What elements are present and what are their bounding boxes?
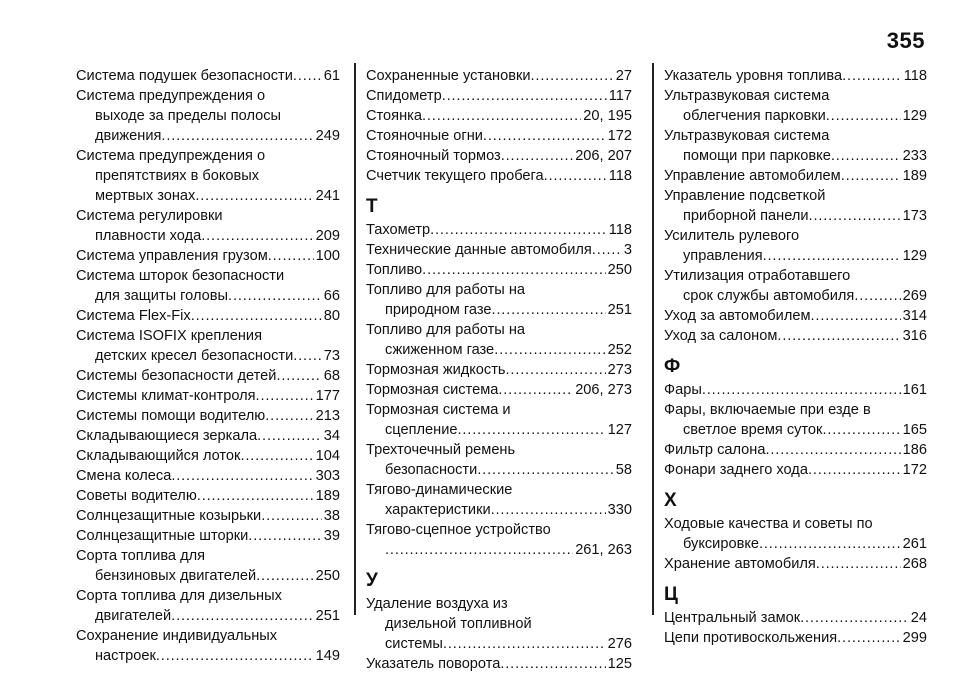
index-entry-text: Фары, включаемые при езде в: [664, 402, 871, 418]
leader-dots: [422, 260, 605, 280]
index-entry-text: Счетчик текущего пробега: [366, 168, 544, 184]
index-entry-text: Солнцезащитные шторки: [76, 528, 249, 544]
index-entry[interactable]: [76, 446, 340, 466]
index-entry-text: Сорта топлива для: [76, 548, 206, 564]
leader-dots: [171, 466, 313, 486]
index-page-ref[interactable]: 80: [323, 308, 340, 324]
index-entry-text: Топливо для работы на: [366, 282, 525, 298]
index-entry-text: Тягово-динамические: [366, 482, 513, 498]
index-entry-text: Утилизация отработавшего: [664, 268, 851, 284]
index-entry-text: системы: [385, 636, 443, 652]
index-entry[interactable]: [76, 426, 340, 446]
leader-dots: [477, 460, 614, 480]
index-entry[interactable]: [76, 366, 340, 386]
index-page-ref[interactable]: 251: [315, 608, 340, 624]
index-entry-text: бензиновых двигателей: [95, 568, 257, 584]
index-entry-text: Трехточечный ремень: [366, 442, 516, 458]
index-page-ref[interactable]: 173: [902, 208, 927, 224]
index-page-ref[interactable]: 117: [608, 88, 632, 104]
index-entry-text: сжиженном газе: [385, 342, 495, 358]
leader-dots: [261, 506, 322, 526]
index-page-ref[interactable]: 303: [315, 468, 340, 484]
index-entry-text: выходе за пределы полосы: [95, 108, 282, 124]
index-entry-text: Система управления грузом: [76, 248, 268, 264]
index-page-ref[interactable]: 39: [323, 528, 340, 544]
index-entry[interactable]: [76, 406, 340, 426]
index-page-ref[interactable]: 61: [323, 68, 340, 84]
index-entry-text: Технические данные автомобиля: [366, 242, 592, 258]
index-entry-text: управления: [683, 248, 763, 264]
index-entry[interactable]: [366, 66, 632, 86]
index-entry[interactable]: [366, 166, 632, 186]
leader-dots: [191, 306, 322, 326]
index-letter-heading: У: [366, 570, 378, 591]
leader-dots: [430, 220, 607, 240]
index-page-ref[interactable]: 269: [902, 288, 927, 304]
leader-dots: [822, 420, 900, 440]
leader-dots: [256, 566, 314, 586]
index-entry[interactable]: [664, 554, 927, 574]
leader-dots: [811, 306, 901, 326]
index-entry[interactable]: [366, 106, 632, 126]
leader-dots: [765, 440, 900, 460]
index-page-ref[interactable]: 172: [902, 462, 927, 478]
leader-dots: [842, 66, 902, 86]
index-entry-text: Уход за автомобилем: [664, 308, 811, 324]
index-entry[interactable]: [366, 380, 632, 400]
leader-dots: [161, 126, 313, 146]
index-entry-text: Системы помощи водителю: [76, 408, 266, 424]
leader-dots: [702, 380, 901, 400]
leader-dots: [500, 654, 605, 674]
index-entry[interactable]: [366, 654, 632, 674]
index-entry-text: Указатель уровня топлива: [664, 68, 843, 84]
index-entry-text: Смена колеса: [76, 468, 172, 484]
leader-dots: [506, 360, 606, 380]
index-entry-text: плавности хода: [95, 228, 202, 244]
leader-dots: [800, 608, 909, 628]
index-page-ref[interactable]: 186: [902, 442, 927, 458]
index-entry[interactable]: [76, 86, 340, 146]
index-entry[interactable]: [76, 506, 340, 526]
index-entry[interactable]: [76, 326, 340, 366]
leader-dots: [268, 246, 314, 266]
index-entry-text: Управление подсветкой: [664, 188, 826, 204]
index-page-ref[interactable]: 66: [323, 288, 340, 304]
index-entry-text: светлое время суток: [683, 422, 823, 438]
leader-dots: [491, 300, 605, 320]
index-entry-text: сцепление: [385, 422, 458, 438]
leader-dots: [777, 326, 900, 346]
index-entry[interactable]: [664, 460, 927, 480]
index-entry[interactable]: [664, 86, 927, 126]
leader-dots: [276, 366, 321, 386]
index-page-ref[interactable]: 118: [608, 222, 632, 238]
leader-dots: [491, 500, 606, 520]
index-entry[interactable]: [76, 486, 340, 506]
leader-dots: [854, 286, 900, 306]
index-entry[interactable]: [366, 360, 632, 380]
index-entry[interactable]: [664, 400, 927, 440]
index-page-ref[interactable]: 3: [623, 242, 632, 258]
index-entry[interactable]: [76, 206, 340, 246]
index-page-ref[interactable]: 206, 207: [575, 148, 632, 164]
index-page-ref[interactable]: 118: [903, 68, 927, 84]
leader-dots: [837, 628, 901, 648]
leader-dots: [531, 66, 614, 86]
index-entry[interactable]: [664, 266, 927, 306]
column-divider: [652, 63, 654, 615]
index-entry-text: Управление автомобилем: [664, 168, 841, 184]
index-page-ref[interactable]: 34: [323, 428, 340, 444]
index-entry[interactable]: [664, 326, 927, 346]
index-entry-text: Система шторок безопасности: [76, 268, 285, 284]
leader-dots: [385, 540, 573, 560]
index-entry-text: Система ISOFIX крепления: [76, 328, 262, 344]
index-page-ref[interactable]: 250: [315, 568, 340, 584]
leader-dots: [257, 426, 322, 446]
index-entry[interactable]: [366, 440, 632, 480]
leader-dots: [171, 606, 313, 626]
index-entry-text: Сохранение индивидуальных: [76, 628, 278, 644]
leader-dots: [293, 66, 322, 86]
index-entry[interactable]: [366, 240, 632, 260]
index-entry[interactable]: [76, 626, 340, 666]
leader-dots: [763, 246, 901, 266]
index-page-ref[interactable]: 58: [615, 462, 632, 478]
page-number: 355: [886, 28, 925, 53]
leader-dots: [228, 286, 322, 306]
index-entry-text: Ультразвуковая система: [664, 88, 830, 104]
index-page-ref[interactable]: 24: [910, 610, 927, 626]
leader-dots: [248, 526, 321, 546]
index-entry-text: Система подушек безопасности: [76, 68, 293, 84]
index-page-ref[interactable]: 273: [607, 362, 632, 378]
index-page-ref[interactable]: 149: [315, 648, 340, 664]
index-entry-text: настроек: [95, 648, 156, 664]
index-entry[interactable]: [76, 66, 340, 86]
index-page-ref[interactable]: 252: [607, 342, 632, 358]
leader-dots: [457, 420, 605, 440]
leader-dots: [442, 86, 607, 106]
index-entry-text: Центральный замок: [664, 610, 801, 626]
leader-dots: [293, 346, 322, 366]
leader-dots: [265, 406, 313, 426]
index-entry-text: Фары: [664, 382, 702, 398]
index-page-ref[interactable]: 127: [607, 422, 632, 438]
index-page-ref[interactable]: 177: [315, 388, 340, 404]
index-entry[interactable]: [664, 628, 927, 648]
index-entry[interactable]: [76, 466, 340, 486]
index-entry-text: срок службы автомобиля: [683, 288, 855, 304]
index-entry[interactable]: [366, 146, 632, 166]
leader-dots: [201, 226, 313, 246]
index-page-ref[interactable]: 125: [607, 656, 632, 672]
leader-dots: [483, 126, 606, 146]
index-entry[interactable]: [76, 266, 340, 306]
leader-dots: [831, 146, 901, 166]
leader-dots: [156, 646, 314, 666]
index-entry[interactable]: [664, 126, 927, 166]
leader-dots: [816, 554, 901, 574]
index-entry-text: Советы водителю: [76, 488, 197, 504]
index-entry-text: Сохраненные установки: [366, 68, 531, 84]
index-entry-text: Топливо для работы на: [366, 322, 525, 338]
index-entry[interactable]: [76, 306, 340, 326]
index-entry-text: Уход за салоном: [664, 328, 778, 344]
leader-dots: [443, 634, 606, 654]
index-entry-text: Стоянка: [366, 108, 422, 124]
index-entry-text: Тормозная жидкость: [366, 362, 506, 378]
index-letter-heading: Ф: [664, 356, 681, 377]
index-entry-text: природном газе: [385, 302, 492, 318]
index-entry[interactable]: [76, 386, 340, 406]
leader-dots: [501, 146, 573, 166]
index-entry-text: Складывающиеся зеркала: [76, 428, 258, 444]
index-entry[interactable]: [664, 380, 927, 400]
index-page-ref[interactable]: 104: [315, 448, 340, 464]
index-entry-text: Тормозная система и: [366, 402, 511, 418]
index-page-ref[interactable]: 100: [315, 248, 340, 264]
index-entry-text: характеристики: [385, 502, 491, 518]
index-entry-text: Фильтр салона: [664, 442, 766, 458]
index-entry[interactable]: [366, 594, 632, 654]
index-page-ref[interactable]: 250: [607, 262, 632, 278]
leader-dots: [422, 106, 581, 126]
index-entry-text: Система предупреждения о: [76, 148, 266, 164]
index-entry-text: помощи при парковке: [683, 148, 831, 164]
index-page-ref[interactable]: 261, 263: [575, 542, 632, 558]
index-entry-text: мертвых зонах: [95, 188, 196, 204]
index-page-ref[interactable]: 213: [315, 408, 340, 424]
index-entry-text: Указатель поворота: [366, 656, 501, 672]
index-page-ref[interactable]: 38: [323, 508, 340, 524]
index-page-ref[interactable]: 299: [902, 630, 927, 646]
index-page-ref[interactable]: 20, 195: [583, 108, 632, 124]
index-entry-text: Фонари заднего хода: [664, 462, 808, 478]
index-page-ref[interactable]: 189: [315, 488, 340, 504]
leader-dots: [197, 486, 314, 506]
index-entry[interactable]: [664, 306, 927, 326]
index-entry[interactable]: [664, 66, 927, 86]
index-page-ref[interactable]: 249: [315, 128, 340, 144]
leader-dots: [826, 106, 901, 126]
index-letter-heading: Т: [366, 196, 378, 217]
leader-dots: [544, 166, 607, 186]
index-page-ref[interactable]: 241: [315, 188, 340, 204]
leader-dots: [494, 340, 605, 360]
index-entry-text: Спидометр: [366, 88, 442, 104]
leader-dots: [498, 380, 573, 400]
index-entry-text: Складывающийся лоток: [76, 448, 241, 464]
index-entry-text: Ходовые качества и советы по: [664, 516, 873, 532]
index-entry-text: Тягово-сцепное устройство: [366, 522, 551, 538]
index-entry[interactable]: [76, 526, 340, 546]
index-entry-text: Ультразвуковая система: [664, 128, 830, 144]
index-entry[interactable]: [366, 480, 632, 520]
index-page-ref[interactable]: 118: [608, 168, 632, 184]
leader-dots: [809, 206, 901, 226]
index-entry-text: Цепи противоскольжения: [664, 630, 838, 646]
index-entry-text: дизельной топливной: [385, 616, 532, 632]
index-entry-text: препятствиях в боковых: [95, 168, 260, 184]
index-entry[interactable]: [664, 514, 927, 554]
index-entry-text: Системы безопасности детей: [76, 368, 277, 384]
index-entry-text: Солнцезащитные козырьки: [76, 508, 262, 524]
index-entry-text: Усилитель рулевого: [664, 228, 800, 244]
column-divider: [354, 63, 356, 615]
index-column-1: [76, 66, 340, 664]
index-entry[interactable]: [76, 146, 340, 206]
index-entry-text: буксировке: [683, 536, 759, 552]
index-entry[interactable]: [664, 440, 927, 460]
index-entry[interactable]: [664, 186, 927, 226]
index-entry-text: Сорта топлива для дизельных: [76, 588, 282, 604]
index-entry-text: для защиты головы: [95, 288, 229, 304]
index-page-ref[interactable]: 233: [902, 148, 927, 164]
index-entry-text: двигателей: [95, 608, 172, 624]
index-entry-text: Стояночный тормоз: [366, 148, 501, 164]
index-entry[interactable]: [366, 126, 632, 146]
index-entry-text: Топливо: [366, 262, 423, 278]
index-entry-text: Система регулировки: [76, 208, 223, 224]
index-page-ref[interactable]: 68: [323, 368, 340, 384]
index-page-ref[interactable]: 161: [902, 382, 927, 398]
index-entry[interactable]: [76, 586, 340, 626]
index-page-ref[interactable]: 27: [615, 68, 632, 84]
index-page-ref[interactable]: 276: [607, 636, 632, 652]
index-page-ref[interactable]: 172: [607, 128, 632, 144]
index-entry-text: движения: [95, 128, 162, 144]
index-entry[interactable]: [664, 166, 927, 186]
leader-dots: [240, 446, 313, 466]
index-entry-text: безопасности: [385, 462, 478, 478]
index-entry[interactable]: [366, 280, 632, 320]
index-page-ref[interactable]: 129: [902, 248, 927, 264]
index-column-3: [664, 66, 927, 646]
index-page-ref[interactable]: 189: [902, 168, 927, 184]
index-entry[interactable]: [366, 220, 632, 240]
index-entry-text: облегчения парковки: [683, 108, 826, 124]
index-entry[interactable]: [76, 246, 340, 266]
index-page-ref[interactable]: 314: [902, 308, 927, 324]
index-page-ref[interactable]: 251: [607, 302, 632, 318]
index-entry-text: приборной панели: [683, 208, 809, 224]
index-page-ref[interactable]: 129: [902, 108, 927, 124]
index-page-ref[interactable]: 73: [323, 348, 340, 364]
index-page-ref[interactable]: 209: [315, 228, 340, 244]
index-entry-text: Тормозная система: [366, 382, 499, 398]
leader-dots: [256, 386, 314, 406]
index-entry-text: Удаление воздуха из: [366, 596, 508, 612]
index-entry[interactable]: [366, 260, 632, 280]
index-page-ref[interactable]: 316: [902, 328, 927, 344]
index-letter-heading: Ц: [664, 584, 678, 605]
index-entry[interactable]: [664, 226, 927, 266]
index-entry[interactable]: [366, 400, 632, 440]
index-entry-text: детских кресел безопасности: [95, 348, 294, 364]
index-entry-text: Система предупреждения о: [76, 88, 266, 104]
index-entry-text: Стояночные огни: [366, 128, 483, 144]
index-page-ref[interactable]: 165: [902, 422, 927, 438]
index-letter-heading: Х: [664, 490, 677, 511]
index-entry-text: Тахометр: [366, 222, 431, 238]
index-entry[interactable]: [366, 520, 632, 560]
leader-dots: [841, 166, 901, 186]
index-column-2: [366, 66, 632, 672]
index-entry[interactable]: [366, 320, 632, 360]
index-entry-text: Системы климат-контроля: [76, 388, 256, 404]
index-page-ref[interactable]: 330: [607, 502, 632, 518]
leader-dots: [759, 534, 901, 554]
index-entry[interactable]: [76, 546, 340, 586]
leader-dots: [195, 186, 313, 206]
index-entry[interactable]: [664, 608, 927, 628]
index-entry-text: Система Flex-Fix: [76, 308, 191, 324]
index-page-ref[interactable]: 261: [902, 536, 927, 552]
leader-dots: [808, 460, 901, 480]
leader-dots: [592, 240, 622, 260]
index-page-ref[interactable]: 268: [902, 556, 927, 572]
index-entry-text: Хранение автомобиля: [664, 556, 816, 572]
index-entry[interactable]: [366, 86, 632, 106]
index-page-ref[interactable]: 206, 273: [575, 382, 632, 398]
